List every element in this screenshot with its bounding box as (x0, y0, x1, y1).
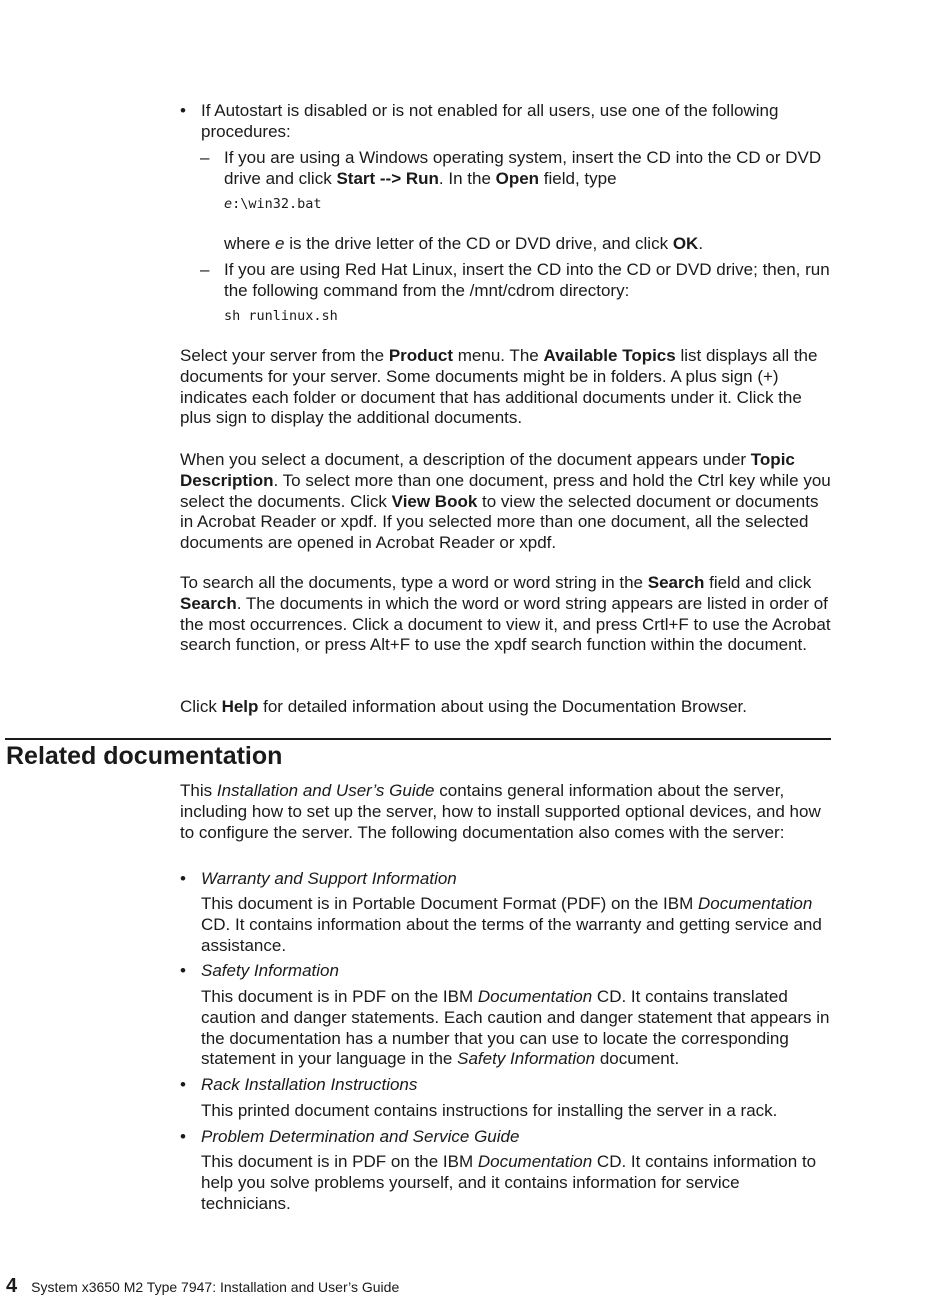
windows-procedure: If you are using a Windows operating system, insert the CD into the CD or DVD drive and click Start --> Run. In the Open field, type (224, 148, 822, 188)
doc-desc-rack: This printed document contains instructions for installing the server in a rack. (201, 1101, 778, 1120)
list-bullet: • (180, 101, 186, 120)
list-bullet: • (180, 869, 186, 888)
list-dash: – (200, 148, 210, 167)
page-number: 4 (6, 1275, 18, 1297)
page-footer (6, 1276, 399, 1297)
related-intro: This Installation and User’s Guide contains general information about the server, including how to set up the server, how to install supported optional devices, and how to configure the server. The following documentation also comes with the server: (180, 781, 821, 842)
windows-command: e:\win32.bat (224, 196, 322, 212)
paragraph-select-document: When you select a document, a description of the document appears under Topic Description. To select more than one document, press and hold the Ctrl key while you select the documents. Click View Book to view the selected document or documents in Acrobat Reader or xpdf. If you selected more than one document, all the selected documents are opened in Acrobat Reader or xpdf. (180, 450, 831, 553)
doc-title-rack: Rack Installation Instructions (201, 1075, 418, 1094)
autostart-instruction: If Autostart is disabled or is not enabled for all users, use one of the following procedures: (201, 101, 779, 141)
paragraph-product-menu: Select your server from the Product menu. The Available Topics list displays all the documents for your server. Some documents might be in folders. A plus sign (+) indicates each folder or document that has additional documents under it. Click the plus sign to display the additional documents. (180, 346, 818, 428)
doc-title-safety: Safety Information (201, 961, 339, 980)
section-divider (5, 738, 831, 740)
linux-procedure: If you are using Red Hat Linux, insert the CD into the CD or DVD drive; then, run the following command from the /mnt/cdrom directory: (224, 260, 830, 300)
doc-desc-problem-determination: This document is in PDF on the IBM Documentation CD. It contains information to help you solve problems yourself, and it contains information for service technicians. (201, 1152, 817, 1213)
list-bullet: • (180, 961, 186, 980)
doc-title-warranty: Warranty and Support Information (201, 869, 457, 888)
list-bullet: • (180, 1127, 186, 1146)
section-heading: Related documentation (6, 742, 283, 770)
doc-title-problem-determination: Problem Determination and Service Guide (201, 1127, 520, 1146)
linux-command: sh runlinux.sh (224, 308, 338, 324)
list-dash: – (200, 260, 210, 279)
paragraph-search: To search all the documents, type a word or word string in the Search field and click Search. The documents in which the word or word string appears are listed in order of the most occurrences. Click a document to view it, and press Crtl+F to use the Acrobat search function, or press Alt+F to use the xpdf search function within the document. (180, 573, 831, 655)
footer-title: System x3650 M2 Type 7947: Installation and User’s Guide (31, 1279, 400, 1295)
windows-drive-note: where e is the drive letter of the CD or DVD drive, and click OK. (224, 234, 704, 253)
list-bullet: • (180, 1075, 186, 1094)
doc-desc-warranty: This document is in Portable Document Format (PDF) on the IBM Documentation CD. It contains information about the terms of the warranty and getting service and assistance. (201, 894, 822, 955)
paragraph-help: Click Help for detailed information about using the Documentation Browser. (180, 697, 747, 716)
doc-desc-safety: This document is in PDF on the IBM Documentation CD. It contains translated caution and danger statements. Each caution and danger statement that appears in the documentation has a number that you can use to locate the corresponding statement in your language in the Safety Information document. (201, 987, 830, 1069)
